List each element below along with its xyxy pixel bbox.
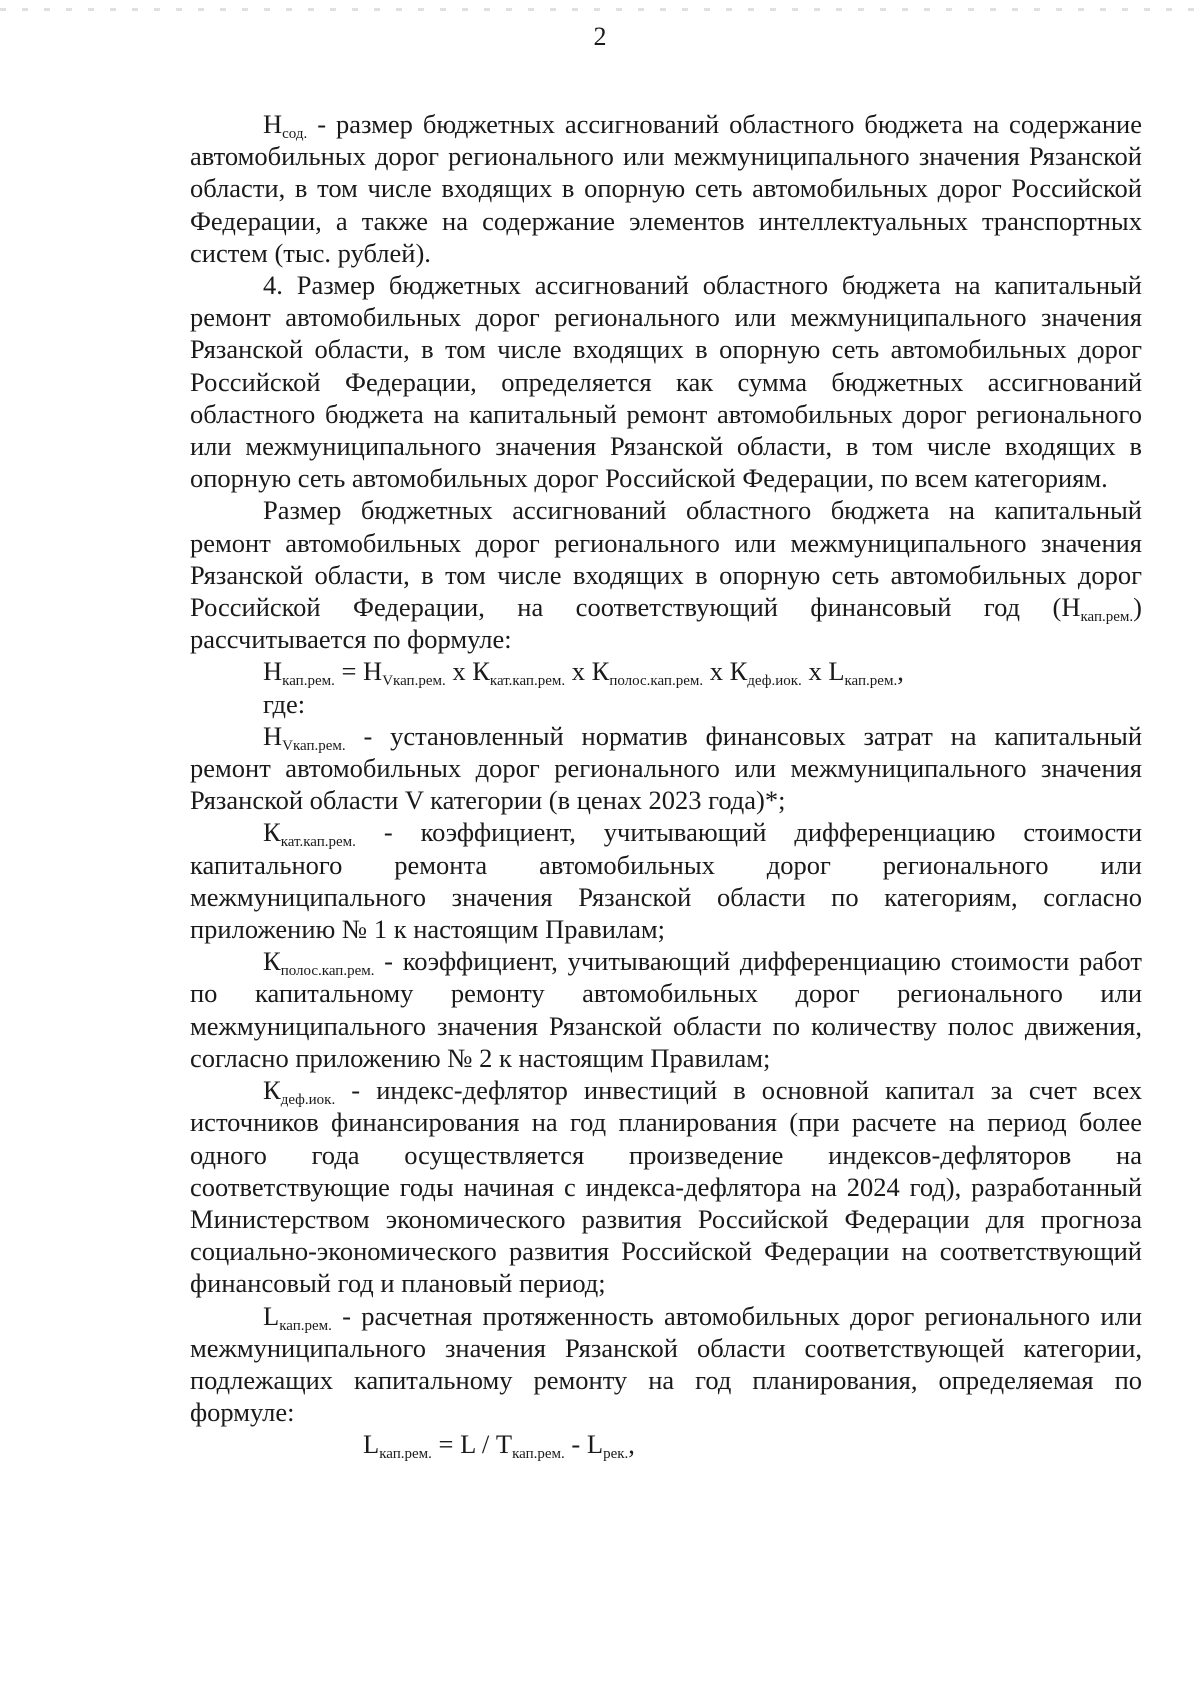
formula-term-4: К <box>729 656 748 687</box>
symbol: Н <box>1061 592 1081 623</box>
document-body <box>190 108 1142 1461</box>
definition-text: - расчетная протяженность автомобильных дорог регионального или межмуниципального значения Рязанской области соответствующей категории, подлежащих капитальному ремонту на год планирования, определяемая по формуле: <box>190 1300 1142 1428</box>
formula-term-5: L <box>828 656 845 687</box>
formula-term-3-subscript: полос.кап.рем. <box>609 673 704 690</box>
symbol-subscript: деф.иок. <box>280 1092 336 1109</box>
page-number: 2 <box>593 22 607 51</box>
formula-term-1: Т <box>495 1429 513 1460</box>
symbol: Н <box>263 109 283 139</box>
definition-text: - коэффициент, учитывающий дифференциацию стоимости работ по капитальному ремонту автомобильных дорог регионального или межмуниципального значения Рязанской области по количеству полос движения, согласно приложению № 2 к настоящим Правилам; <box>190 946 1142 1073</box>
formula-lhs-subscript: кап.рем. <box>282 673 335 690</box>
formula-end: , <box>897 656 904 687</box>
formula-multiply: х <box>565 656 592 687</box>
formula-term-2: К <box>472 656 490 687</box>
formula-term-1: Н <box>363 656 383 687</box>
definition-kdef <box>190 1074 1142 1299</box>
formula-lhs: L <box>363 1429 380 1460</box>
symbol: L <box>263 1300 280 1331</box>
formula-lhs: Н <box>263 656 283 687</box>
formula-minus: - <box>564 1429 587 1460</box>
formula-term-2: L <box>586 1429 604 1460</box>
formula-term-2-subscript: рек. <box>603 1446 629 1463</box>
formula-term-3: К <box>591 656 610 687</box>
formula-term-1-subscript: Vкап.рем. <box>382 673 446 690</box>
formula-repair-length <box>190 1428 1142 1463</box>
paragraph-4: 4. Размер бюджетных ассигнований областного бюджета на капитальный ремонт автомобильных дорог регионального или межмуниципального значения Рязанской области, в том числе входящих в опорную сеть автомобильных дорог Российской Федерации, определяется как сумма бюджетных ассигнований областного бюджета на капитальный ремонт автомобильных дорог регионального или межмуниципального значения Рязанской области, в том числе входящих в опорную сеть автомобильных дорог Российской Федерации, по всем категориям. <box>190 270 1142 494</box>
paragraph-text-end: рассчитывается по формуле: <box>190 624 512 655</box>
formula-term-4-subscript: деф.иок. <box>747 673 802 690</box>
symbol-subscript: кат.кап.рем. <box>280 834 356 851</box>
formula-term-1-subscript: кап.рем. <box>512 1446 565 1463</box>
scan-edge-artifact <box>0 8 1200 11</box>
formula-end: , <box>628 1429 635 1460</box>
symbol-subscript: кап.рем. <box>1080 609 1134 626</box>
definition-kkat <box>190 816 1142 945</box>
symbol: Н <box>263 720 283 751</box>
symbol-subscript: сод. <box>282 126 308 142</box>
definition-lkap <box>190 1300 1142 1429</box>
paragraph-hsod-definition <box>190 108 1142 269</box>
where-label: где: <box>263 688 306 719</box>
formula-term-5-subscript: кап.рем. <box>844 673 898 690</box>
formula-capital-repair-budget <box>190 655 1142 690</box>
formula-term-2-subscript: кат.кап.рем. <box>489 673 566 690</box>
definition-text: - индекс-дефлятор инвестиций в основной капитал за счет всех источников финансирования на год планирования (при расчете на период более одного года осуществляется произведение индексов-дефляторов на соответствующие годы начиная с индекса-дефлятора на 2024 год), разработанный Министерством экономического развития Российской Федерации для прогноза социально-экономического развития Российской Федерации на соответствующий финансовый год и плановый период; <box>190 1075 1142 1299</box>
formula-multiply: х <box>801 656 829 687</box>
symbol: К <box>263 817 281 848</box>
paragraph-text: Размер бюджетных ассигнований областного бюджета на капитальный ремонт автомобильных дорог регионального или межмуниципального значения Рязанской области, в том числе входящих в опорную сеть автомобильных дорог Российской Федерации, на соответствующий финансовый год ( <box>190 495 1142 623</box>
definition-hv <box>190 720 1142 817</box>
definition-text: - коэффициент, учитывающий дифференциацию стоимости капитального ремонта автомобильных дорог регионального или межмуниципального значения Рязанской области по категориям, согласно приложению № 1 к настоящим Правилам; <box>190 817 1142 945</box>
formula-lhs-subscript: кап.рем. <box>379 1446 432 1463</box>
formula-multiply: х <box>703 656 730 687</box>
formula-equals: = L / <box>431 1429 496 1460</box>
formula-equals: = <box>334 656 364 687</box>
definition-text: - размер бюджетных ассигнований областного бюджета на содержание автомобильных дорог регионального или межмуниципального значения Рязанской области, в том числе входящих в опорную сеть автомобильных дорог Российской Федерации, а также на содержание элементов интеллектуальных транспортных систем (тыс. рублей). <box>190 109 1142 268</box>
symbol-subscript: полос.кап.рем. <box>280 963 375 980</box>
definition-text: - установленный норматив финансовых затрат на капитальный ремонт автомобильных дорог регионального или межмуниципального значения Рязанской области V категории (в ценах 2023 года)*; <box>190 720 1142 816</box>
symbol-subscript: Vкап.рем. <box>282 737 346 754</box>
symbol-subscript: кап.рем. <box>279 1317 332 1334</box>
symbol: К <box>263 1075 281 1106</box>
paragraph-text-tail: ) <box>1133 592 1142 623</box>
symbol: К <box>263 946 281 977</box>
definition-kpolos <box>190 945 1142 1074</box>
paragraph-5 <box>190 494 1142 655</box>
formula-multiply: х <box>445 656 473 687</box>
